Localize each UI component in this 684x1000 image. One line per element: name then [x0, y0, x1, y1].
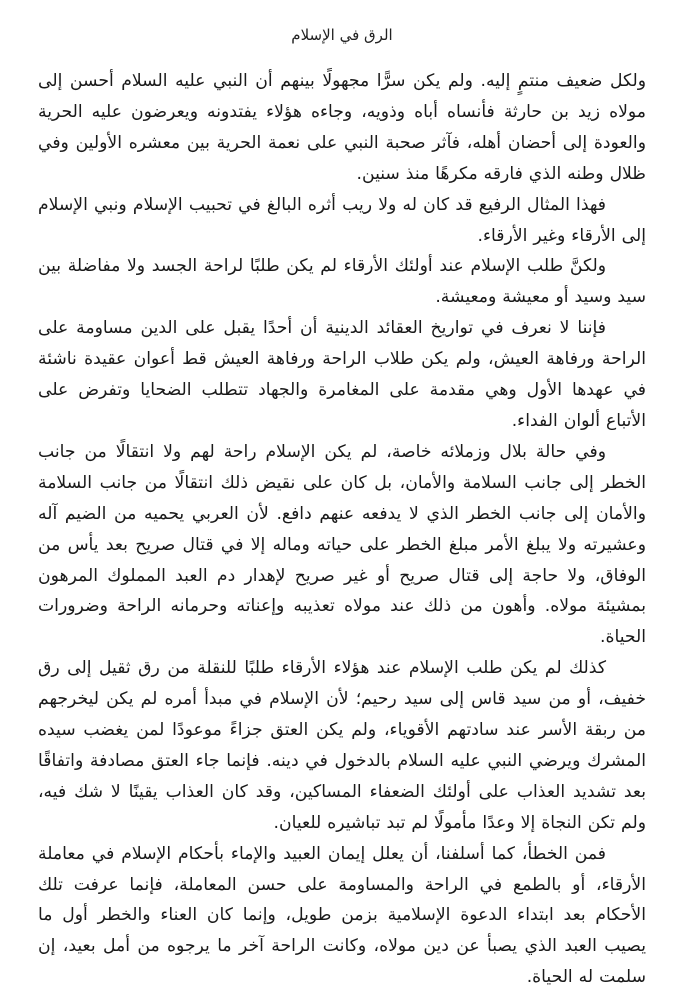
paragraph: ولكنَّ طلب الإسلام عند أولئك الأرقاء لم يكن طلبًا لراحة الجسد ولا مفاضلة بين سيد وسيد أو معيشة ومعيشة. [38, 256, 646, 308]
book-page [38, 0, 646, 1000]
paragraph: فهذا المثال الرفيع قد كان له ولا ريب أثره البالغ في تحبيب الإسلام ونبي الإسلام إلى الأرقاء وغير الأرقاء. [38, 194, 646, 246]
body-text [38, 66, 646, 993]
paragraph: فمن الخطأ، كما أسلفنا، أن يعلل إيمان العبيد والإماء بأحكام الإسلام في معاملة الأرقاء، أو بالطمع في الراحة والمساومة على حسن المعاملة، فإنما عرفت تلك الأحكام بعد ابتداء الدعوة الإسلامية بزمن طويل، وإنما كان العناء والخطر أول ما يصيب العبد الذي يصبأ عن دين مولاه، وكانت الراحة آخر ما يرجوه من أمل بعيد، إن سلمت له الحياة. [38, 843, 646, 988]
paragraph: ولكل ضعيف منتمٍ إليه. ولم يكن سرًّا مجهولًا بينهم أن النبي عليه السلام أحسن إلى مولاه زيد بن حارثة فأنساه أباه وذويه، وجاءه هؤلاء يفتدونه ويعرضون عليه الحرية والعودة إلى أحضان أهله، فآثر صحبة النبي على نعمة الحرية بين معشره الأولين وفي ظلال وطنه الذي فارقه مكرهًا منذ سنين. [38, 71, 646, 184]
running-header-title: الرق في الإسلام [291, 26, 393, 44]
paragraph: كذلك لم يكن طلب الإسلام عند هؤلاء الأرقاء طلبًا للنقلة من رق ثقيل إلى رق خفيف، أو من سيد قاس إلى سيد رحيم؛ لأن الإسلام في مبدأ أمره لم يكن ليخرجهم من ربقة الأسر عند سادتهم الأقوياء، ولم يكن العتق جزاءً موعودًا لمن يغضب سيده المشرك ويرضي النبي عليه السلام بالدخول في دينه. فإنما جاء العتق مصادفة واتفاقًا بعد تشديد العذاب على أولئك الضعفاء المساكين، وقد كان العذاب يقينًا لا شك فيه، ولم تكن النجاة إلا وعدًا مأمولًا لم تبد تباشيره للعيان. [38, 658, 646, 833]
paragraph: وفي حالة بلال وزملائه خاصة، لم يكن الإسلام راحة لهم ولا انتقالًا من جانب الخطر إلى جانب السلامة والأمان، بل كان على نقيض ذلك انتقالًا من جانب السلامة والأمان إلى جانب الخطر الذي لا يدفعه عنهم دافع. لأن العربي يحميه من الضيم آله وعشيرته ولا يبلغ الأمر مبلغ الخطر على حياته وماله إلا في قتال صريح بعد يأس من الوفاق، ولا حاجة إلى قتال صريح أو غير صريح لإهدار دم العبد المملوك المرهون بمشيئة مولاه. وأهون من ذلك عند مولاه تعذيبه وإعناته وحرمانه الراحة وضرورات الحياة. [38, 441, 646, 648]
paragraph: فإننا لا نعرف في تواريخ العقائد الدينية أن أحدًا يقبل على الدين مساومة على الراحة ورفاهة العيش، ولم يكن طلاب الراحة ورفاهة العيش قط أعوان عقيدة ناشئة في عهدها الأول وهي مقدمة على المغامرة والجهاد تتطلب الضحايا وتفرض على الأتباع ألوان الفداء. [38, 318, 646, 431]
